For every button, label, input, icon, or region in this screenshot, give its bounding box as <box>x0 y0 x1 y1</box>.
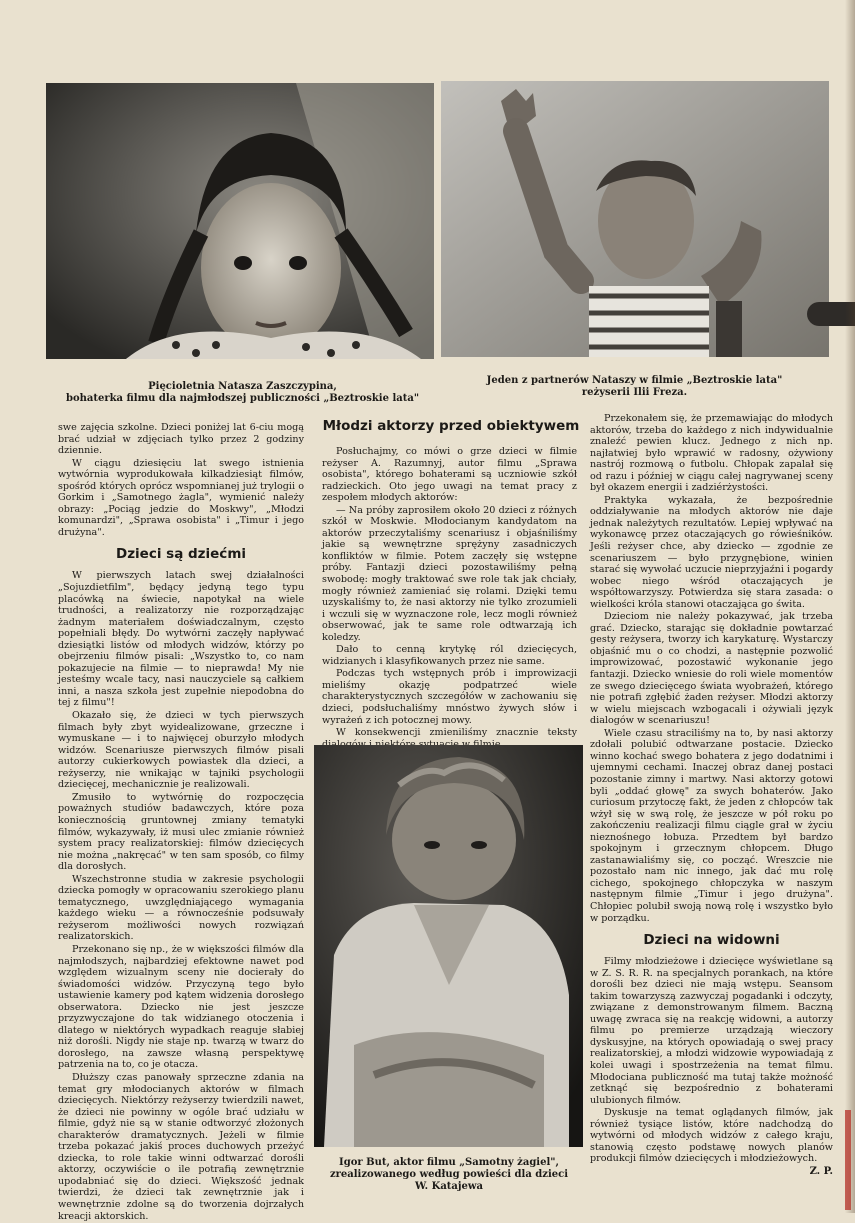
photo-boy-waving <box>441 81 829 357</box>
col3-paragraph: Praktyka wykazała, że bezpośrednie oddziaływanie na młodych aktorów nie daje jednak należytych rezultatów. Lepiej wpływać na wykonawcę przez otaczających go rówieśników. Jeśli reżyser chce, aby dziecko — zgodnie ze scenariuszem — było przygnębione, winien starać się wywołać uczucie nieprzyjaźni i pogardy wobec niego wśród otaczających je współtowarzyszy. Potwierdza się stara zasada: o wielkości króla stanowi otaczająca go świta. <box>590 494 833 610</box>
col3-paragraph: Dzieciom nie należy pokazywać, jak trzeba grać. Dziecko, starając się dokładnie powtarzać gesty reżysera, tworzy ich karykaturę. Wystarczy objaśnić mu o co chodzi, a następnie pozwolić improwizować, pozostawić wykonanie jego fantazji. Dziecko wniesie do roli wiele momentów ze swego dziecięcego świata wyobrażeń, którego nie potrafi zgłębić żaden reżyser. Młodzi aktorzy w wielu miejscach wzbogacali i ożywiali język dialogów w scenariuszu! <box>590 611 833 727</box>
col2-paragraph: Dało to cenną krytykę ról dziecięcych, widzianych i klasyfikowanych przez nie same. <box>322 644 577 667</box>
col2-paragraph: — Na próby zaprosiłem około 20 dzieci z różnych szkół w Moskwie. Młodocianym kandydatom na aktorów przeczytaliśmy scenariusz i objaśniliśmy jakie są wewnętrzne sprężyny zasadniczych konfliktów w filmie. Potem zaczęły się wstępne próby. Fantazji dzieci pozostawiliśmy pełną swobodę: mogły traktować swe role tak jak chciały, mogły również zamieniać się rolami. Dzięki temu uzyskaliśmy to, że nasi aktorzy nie tylko zrozumieli i wczuli się w wyznaczone role, lecz mogli również obserwować, jak te same role odtwarzają ich koledzy. <box>322 504 577 643</box>
caption-photo1 <box>60 381 425 405</box>
col1-paragraph: W ciągu dziesięciu lat swego istnienia wytwórnia wyprodukowała kilkadziesiąt filmów, spośród których oprócz wspomnianej już trylogii o Gorkim i „Samotnego żagla", wymienić należy obrazy: „Pociąg jedzie do Moskwy", „Młodzi komunardzi", „Sprawa osobista" i „Timur i jego drużyna". <box>58 457 304 538</box>
caption-photo2 <box>452 375 817 399</box>
photo-natasza <box>46 83 434 359</box>
column-right <box>590 413 833 1177</box>
page-edge-shadow <box>845 0 855 1213</box>
col3-paragraph: Dyskusje na temat oglądanych filmów, jak również tysiące listów, które nadchodzą do wytwórni od młodych widzów z całego kraju, stanowią często podstawę nowych planów produkcji filmów dziecięcych i młodzieżowych. <box>590 1107 833 1165</box>
col1-paragraph: W pierwszych latach swej działalności „Sojuzdietfilm", będący jedyną tego typu placówką na świecie, napotykał na wiele trudności, a realizatorzy nie rozporządzając żadnym materiałem doświadczalnym, często popełniali błędy. Do wytwórni zaczęły napływać dziesiątki listów od młodych widzów, którzy po obejrzeniu filmów pisali: „Wszystko to, co nam pokazujecie na filmie — to nieprawda! My nie jesteśmy wcale tacy, nasi nauczyciele są całkiem inni, a nasza szkoła jest zupełnie niepodobna do tej z filmu"! <box>58 570 304 709</box>
col1-paragraph: Przekonano się np., że w większości filmów dla najmłodszych, najbardziej efektowne nawet pod względem wizualnym sceny nie docierały do świadomości widzów. Przyczyną tego było ustawienie kamery pod kątem widzenia dorosłego obserwatora. Dziecko nie jest jeszcze przyzwyczajone do tak widzianego otoczenia i dlatego w niektórych wypadkach reaguje słabiej niż dorośli. Nigdy nie staje np. twarzą w twarz do dorosłego, na zawsze własną perspektywę patrzenia na to, co je otacza. <box>58 943 304 1071</box>
col1-paragraph: Zmusiło to wytwórnię do rozpoczęcia poważnych studiów badawczych, które poza koniecznością gruntownej zmiany tematyki filmów, wykazywały, iż musi ulec zmianie również system pracy realizatorskiej: filmów dziecięcych nie można „nakręcać" w ten sam sposób, co filmy dla dorosłych. <box>58 791 304 873</box>
col2-paragraph: W konsekwencji zmieniliśmy znacznie teksty <box>336 727 577 739</box>
caption-photo3 <box>318 1157 580 1193</box>
col1-paragraph: Dłuższy czas panowały sprzeczne zdania na temat gry młodocianych aktorów w filmach dziecięcych. Niektórzy reżyserzy twierdzili nawet, że dzieci nie powinny w ogóle brać udziału w filmie, gdyż nie są w stanie odtworzyć złożonych charakterów dramatycznych. Jeżeli w filmie trzeba pokazać jakiś proces duchowych przeżyć dziecka, to role takie winni odtwarzać dorośli aktorzy, oczywiście o ile potrafią zewnętrznie upodabniać się do dzieci. Większość jednak twierdzi, że dzieci tak zewnętrznie jak i wewnętrznie zdolne są do tworzenia dojrzałych kreacji aktorskich. <box>58 1071 304 1222</box>
caption-photo1-line2: bohaterka filmu dla najmłodszej publiczności „Beztroskie lata" <box>65 393 420 404</box>
boy-waving-image <box>441 81 829 357</box>
caption-photo1-line1: Pięcioletnia Natasza Zaszczypina, <box>148 381 337 392</box>
col3-paragraph: Przekonałem się, że przemawiając do młodych aktorów, trzeba do każdego z nich indywidualnie znaleźć pewien klucz. Jednego z nich np. najłatwiej było wprawić w radosny, ożywiony nastrój rozmową o futbolu. Chłopak zapalał się od razu i później w ciągu całej nagrywanej sceny był okazem energii i zadziérżystości. <box>590 413 833 494</box>
caption-photo2-line2: reżyserii Ilii Freza. <box>581 387 688 398</box>
column-left <box>58 422 304 1223</box>
col2-paragraph: Podczas tych wstępnych prób i improwizacji mieliśmy okazję podpatrzeć wiele charakterystycznych szczegółów w zachowaniu się dzieci, podsłuchaliśmy mnóstwo żywych słów i wyrażeń z ich potocznej mowy. <box>322 668 577 726</box>
heading-dzieci-na-widowni: Dzieci na widowni <box>643 932 780 949</box>
igor-but-image <box>314 745 583 1147</box>
caption-photo3-line3: W. Katajewa <box>415 1181 483 1192</box>
column-middle <box>322 446 577 751</box>
photo-igor-but <box>314 745 583 1147</box>
caption-photo3-line1: Igor But, aktor filmu „Samotny żagiel", <box>339 1157 559 1168</box>
col3-paragraph: Filmy młodzieżowe i dziecięce wyświetlane są w Z. S. R. R. na specjalnych porankach, na które dorośli bez dzieci nie mają wstępu. Seansom takim towarzyszą zazwyczaj pogadanki i odczyty, związane z demonstrowanym filmem. Baczną uwagę zwraca się na reakcję widowni, a autorzy filmu po premierze urządzają wieczory dyskusyjne, na których opowiadają o swej pracy realizatorskiej, a młodzi widzowie wypowiadają z kolei uwagi i spostrzeżenia na temat filmu. Młodociana publiczność ma tutaj także możność zetknąć się bezpośrednio z bohaterami ulubionych filmów. <box>590 956 833 1106</box>
col1-paragraph: swe zajęcia szkolne. Dzieci poniżej lat 6-ciu mogą brać udział w zdjęciach tylko przez 2 godziny dziennie. <box>58 422 304 457</box>
caption-photo2-line1: Jeden z partnerów Nataszy w filmie „Beztroskie lata" <box>486 375 783 386</box>
col3-paragraph: Wiele czasu straciliśmy na to, by nasi aktorzy zdołali polubić odtwarzane postacie. Dziecko winno kochać swego bohatera z jego dodatnimi i ujemnymi cechami. Inaczej obraz danej postaci pozostanie zimny i martwy. Nasi aktorzy gotowi byli „oddać głowę" za swych bohaterów. Jako curiosum przytoczę fakt, że jeden z chłopców tak wżył się w swą rolę, że jeszcze w pół roku po zakończeniu realizacji filmu ciągle grał w życiu nieznośnego łobuza. Przedtem był bardzo spokojnym i grzecznym chłopcem. Długo zastanawialiśmy się, co począć. Wreszcie nie pozostało nam nic innego, jak dać mu rolę cichego, spokojnego chłopczyka w naszym następnym filmie „Timur i jego drużyna". Chłopiec polubił swoją nową rolę i wszystko było w porządku. <box>590 727 833 924</box>
girl-portrait-image <box>46 83 434 359</box>
col1-paragraph: Wszechstronne studia w zakresie psychologii dziecka pomogły w opracowaniu szerokiego planu tematycznego, uwzględniającego wymagania każdego wieku — a równocześnie podsuwały reżyserom możliwości nowych rozwiązań realizatorskich. <box>58 873 304 943</box>
col2-paragraph: Posłuchajmy, co mówi o grze dzieci w filmie reżyser A. Razumnyj, autor filmu „Sprawa osobista", którego bohaterami są uczniowie szkół radzieckich. Oto jego uwagi na temat pracy z zespołem młodych aktorów: <box>322 446 577 504</box>
heading-dzieci-sa-dziecmi: Dzieci są dziećmi <box>115 546 247 563</box>
col1-paragraph: Okazało się, że dzieci w tych pierwszych filmach były zbyt wyidealizowane, grzeczne i wymuskane — i to najwięcej oburzyło młodych widzów. Scenariusze pierwszych filmów pisali autorzy cukierkowych powiastek dla dzieci, a reżyserzy, nie wnikając w tajniki psychologii dziecięcej, mechanicznie je realizowali. <box>58 710 304 791</box>
caption-photo3-line2: zrealizowanego według powieści dla dzieci <box>329 1169 569 1180</box>
author-signature: Z. P. <box>809 1165 833 1177</box>
page-edge-mark <box>845 1110 851 1210</box>
heading-main-article: Młodzi aktorzy przed obiektywem <box>322 418 580 434</box>
